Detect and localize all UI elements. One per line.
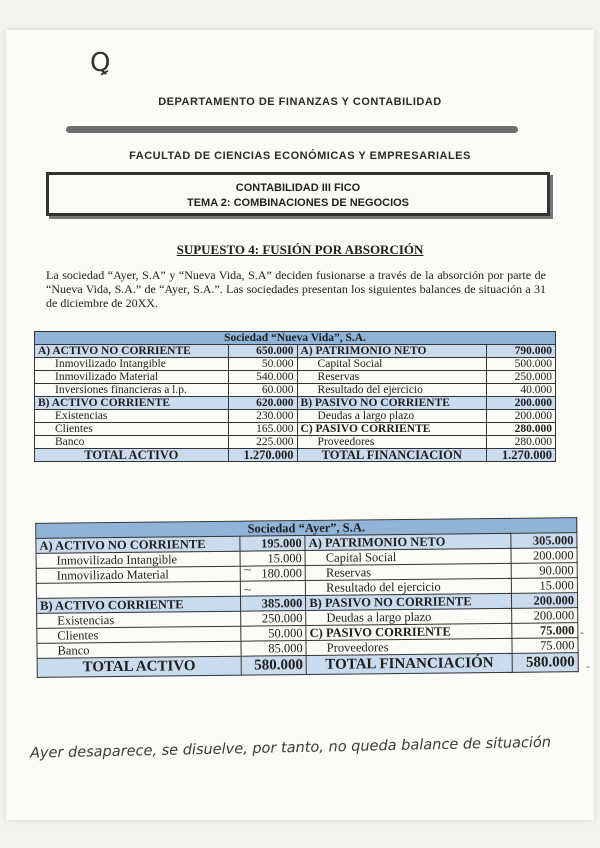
right-value: 200.000 (486, 397, 555, 410)
pencil-tick-mark: ~ (243, 563, 253, 576)
right-label: B) PASIVO NO CORRIENTE (306, 593, 512, 610)
right-label: Deudas a largo plazo (297, 410, 486, 423)
right-label: Reservas (305, 563, 511, 580)
course-title-box (46, 172, 550, 216)
left-label: Inmovilizado Intangible (36, 551, 240, 568)
right-value: 200.000 (512, 593, 578, 609)
balance-table-ayer (35, 517, 579, 678)
right-label: C) PASIVO CORRIENTE (297, 423, 486, 436)
course-title: CONTABILIDAD III FICO (235, 182, 361, 194)
right-value: 75.000 (512, 623, 578, 639)
pencil-dash-mark: - (586, 660, 590, 673)
left-label: Inmovilizado Material (36, 566, 240, 583)
right-label: Capital Social (297, 358, 486, 371)
table-row (35, 358, 556, 371)
total-right-label: TOTAL FINANCIACIÓN (306, 653, 512, 674)
total-left-label: TOTAL ACTIVO (35, 449, 229, 462)
right-value: 15.000 (512, 578, 578, 594)
left-label: Clientes (35, 423, 229, 436)
left-label: Clientes (37, 626, 241, 643)
table-row (35, 345, 556, 358)
right-value: 75.000 (512, 638, 578, 654)
handwritten-note: Ayer desaparece, se disuelve, por tanto, no queda balance de situación (29, 734, 552, 762)
total-right-label: TOTAL FINANCIACIÓN (297, 449, 486, 462)
exercise-title: SUPUESTO 4: FUSIÓN POR ABSORCIÓN (176, 242, 424, 257)
table-title: Sociedad “Nueva Vida”, S.A. (35, 332, 556, 345)
right-value: 90.000 (512, 563, 578, 579)
left-label: Banco (35, 436, 229, 449)
table-total-row (35, 449, 556, 462)
total-left-value: 1.270.000 (228, 449, 297, 462)
left-label: B) ACTIVO CORRIENTE (35, 397, 229, 410)
left-value: 230.000 (228, 410, 297, 423)
left-label: Existencias (37, 611, 241, 628)
table-row (35, 397, 556, 410)
pencil-dash-mark: - (580, 626, 584, 639)
right-value: 200.000 (511, 548, 577, 564)
right-label: Capital Social (305, 548, 511, 565)
right-label: C) PASIVO CORRIENTE (306, 623, 512, 640)
left-label: Inmovilizado Material (35, 371, 229, 384)
table-row (35, 410, 556, 423)
total-right-value: 580.000 (512, 653, 578, 673)
department-heading: DEPARTAMENTO DE FINANZAS Y CONTABILIDAD (158, 96, 442, 108)
right-label: Proveedores (306, 638, 512, 655)
right-value: 790.000 (486, 345, 555, 358)
right-value: 280.000 (486, 436, 555, 449)
table-row (35, 371, 556, 384)
right-value: 200.000 (512, 608, 578, 624)
right-label: A) PATRIMONIO NETO (297, 345, 486, 358)
table-row (35, 384, 556, 397)
right-value: 305.000 (511, 533, 577, 549)
right-label: A) PATRIMONIO NETO (305, 533, 511, 550)
left-label: Banco (37, 641, 241, 658)
total-left-label: TOTAL ACTIVO (37, 656, 241, 677)
course-topic: TEMA 2: COMBINACIONES DE NEGOCIOS (186, 197, 410, 209)
table-title-row (35, 332, 556, 345)
left-label: Inversiones financieras a l.p. (35, 384, 229, 397)
right-label: Proveedores (297, 436, 486, 449)
left-value: 85.000 (241, 641, 307, 657)
left-value: 385.000 (240, 596, 306, 612)
pencil-tick-mark: ~ (243, 583, 253, 596)
decorative-divider (66, 126, 518, 133)
partial-mark-top: Ꝗ (90, 48, 111, 78)
table-row (35, 436, 556, 449)
right-label: Deudas a largo plazo (306, 608, 512, 625)
total-right-value: 1.270.000 (486, 449, 555, 462)
left-value: 250.000 (240, 611, 306, 627)
left-value: 50.000 (240, 626, 306, 642)
right-label: Reservas (297, 371, 486, 384)
total-left-value: 580.000 (241, 656, 307, 676)
intro-paragraph: La sociedad “Ayer, S.A” y “Nueva Vida, S.A” deciden fusionarse a través de la absorción por parte de “Nueva Vida, S.A.” de “Ayer, S.A.”. Las sociedades presentan los siguientes balances de situación a 31 de diciembre de 20XX. (46, 268, 546, 310)
left-label: B) ACTIVO CORRIENTE (36, 596, 240, 613)
right-label: Resultado del ejercicio (297, 384, 486, 397)
right-value: 500.000 (486, 358, 555, 371)
right-value: 250.000 (486, 371, 555, 384)
left-value: 195.000 (239, 536, 305, 552)
right-value: 280.000 (486, 423, 555, 436)
left-label: Existencias (35, 410, 229, 423)
left-label: A) ACTIVO NO CORRIENTE (35, 345, 229, 358)
table-body (35, 332, 556, 462)
table-title: Sociedad “Ayer”, S.A. (36, 518, 577, 539)
left-value: 165.000 (228, 423, 297, 436)
left-value: 15.000 (240, 551, 306, 567)
table-row (35, 423, 556, 436)
table-body (36, 518, 579, 678)
right-label: Resultado del ejercicio (306, 578, 512, 595)
left-value: 650.000 (228, 345, 297, 358)
left-value: 60.000 (228, 384, 297, 397)
left-label: A) ACTIVO NO CORRIENTE (36, 536, 240, 553)
left-value: 225.000 (228, 436, 297, 449)
left-value: 620.000 (228, 397, 297, 410)
balance-table-nueva-vida (34, 331, 556, 462)
right-value: 40.000 (486, 384, 555, 397)
left-value: 540.000 (228, 371, 297, 384)
left-label: Inmovilizado Intangible (35, 358, 229, 371)
right-value: 200.000 (486, 410, 555, 423)
left-value: 50.000 (228, 358, 297, 371)
right-label: B) PASIVO NO CORRIENTE (297, 397, 486, 410)
left-value: 180.000 (240, 566, 306, 582)
faculty-heading: FACULTAD DE CIENCIAS ECONÓMICAS Y EMPRESARIALES (129, 150, 471, 162)
